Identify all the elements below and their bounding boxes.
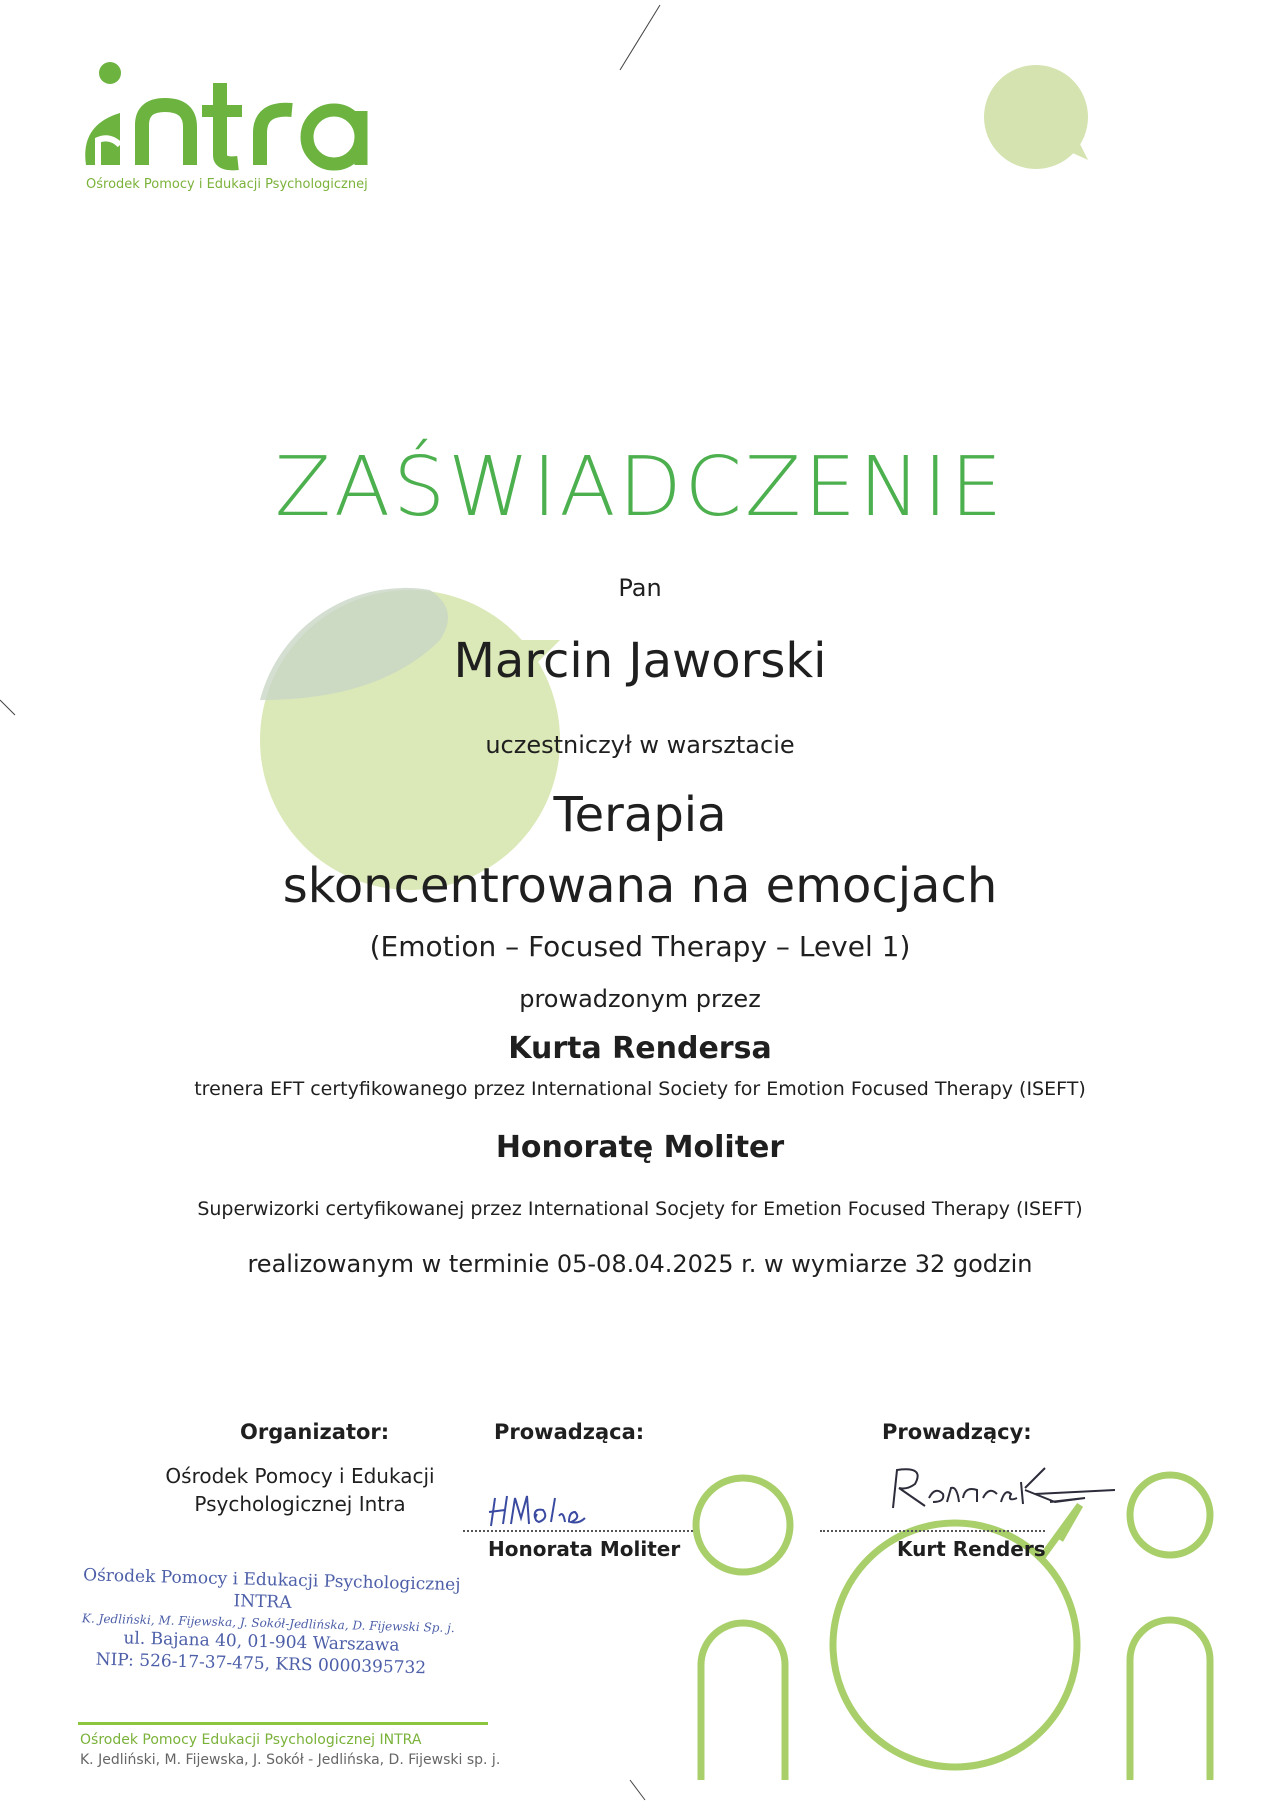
bottom-outline-figures-icon <box>696 1475 1210 1780</box>
participation-text: uczestniczył w warsztacie <box>485 731 795 759</box>
stamp-line4: ul. Bajana 40, 01-904 Warszawa <box>123 1628 400 1656</box>
organizer-line1: Ośrodek Pomocy i Edukacji <box>165 1464 435 1488</box>
signature-line-female <box>463 1530 693 1532</box>
intra-logo-mark-icon <box>80 55 380 175</box>
certificate-title: ZAŚWIADCZENIE <box>274 440 1006 535</box>
organizer-text <box>150 1462 450 1518</box>
intra-logo <box>80 55 380 215</box>
trainer1-name: Kurta Rendersa <box>508 1031 772 1066</box>
signature-line-male <box>820 1530 1045 1532</box>
lead-female-name: Honorata Moliter <box>488 1537 681 1561</box>
stamp-line2: INTRA <box>233 1591 292 1613</box>
top-speech-bubble-icon <box>984 65 1088 169</box>
footer-divider <box>78 1722 488 1725</box>
logo-subtitle: Ośrodek Pomocy i Edukacji Psychologicznej <box>86 177 368 192</box>
company-stamp <box>81 1565 461 1679</box>
course-title-line2: skoncentrowana na emocjach <box>282 858 998 914</box>
lead-male-label: Prowadzący: <box>882 1420 1032 1444</box>
conducted-by-text: prowadzonym przez <box>519 985 761 1013</box>
lead-male-name: Kurt Renders <box>897 1537 1046 1561</box>
signature-renders-icon <box>885 1458 1115 1518</box>
footer-org-name: Ośrodek Pomocy Edukacji Psychologicznej INTRA <box>80 1732 422 1748</box>
trainer1-description: trenera EFT certyfikowanego przez International Society for Emotion Focused Therapy (ISEFT) <box>194 1078 1086 1100</box>
stamp-line1: Ośrodek Pomocy i Edukacji Psychologicznej <box>82 1565 461 1596</box>
trainer2-description: Superwizorki certyfikowanej przez International Socjety for Emetion Focused Therapy (ISEFT) <box>197 1198 1083 1220</box>
course-title-english: (Emotion – Focused Therapy – Level 1) <box>369 930 911 963</box>
salutation: Pan <box>618 574 662 602</box>
footer-partners: K. Jedliński, M. Fijewska, J. Sokół - Jedlińska, D. Fijewski sp. j. <box>80 1752 501 1768</box>
signature-moliter-icon <box>485 1488 605 1533</box>
trainer2-name: Honoratę Moliter <box>495 1130 785 1165</box>
term-and-hours: realizowanym w terminie 05-08.04.2025 r. w wymiarze 32 godzin <box>247 1250 1033 1278</box>
recipient-name: Marcin Jaworski <box>453 633 827 689</box>
lead-female-label: Prowadząca: <box>494 1420 645 1444</box>
stamp-line5: NIP: 526-17-37-475, KRS 0000395732 <box>95 1649 427 1679</box>
course-title-line1: Terapia <box>553 787 727 843</box>
organizer-line2: Psychologicznej Intra <box>194 1492 406 1516</box>
stamp-line3: K. Jedliński, M. Fijewska, J. Sokół-Jedlińska, D. Fijewski Sp. j. <box>81 1611 455 1636</box>
organizer-label: Organizator: <box>240 1420 390 1444</box>
